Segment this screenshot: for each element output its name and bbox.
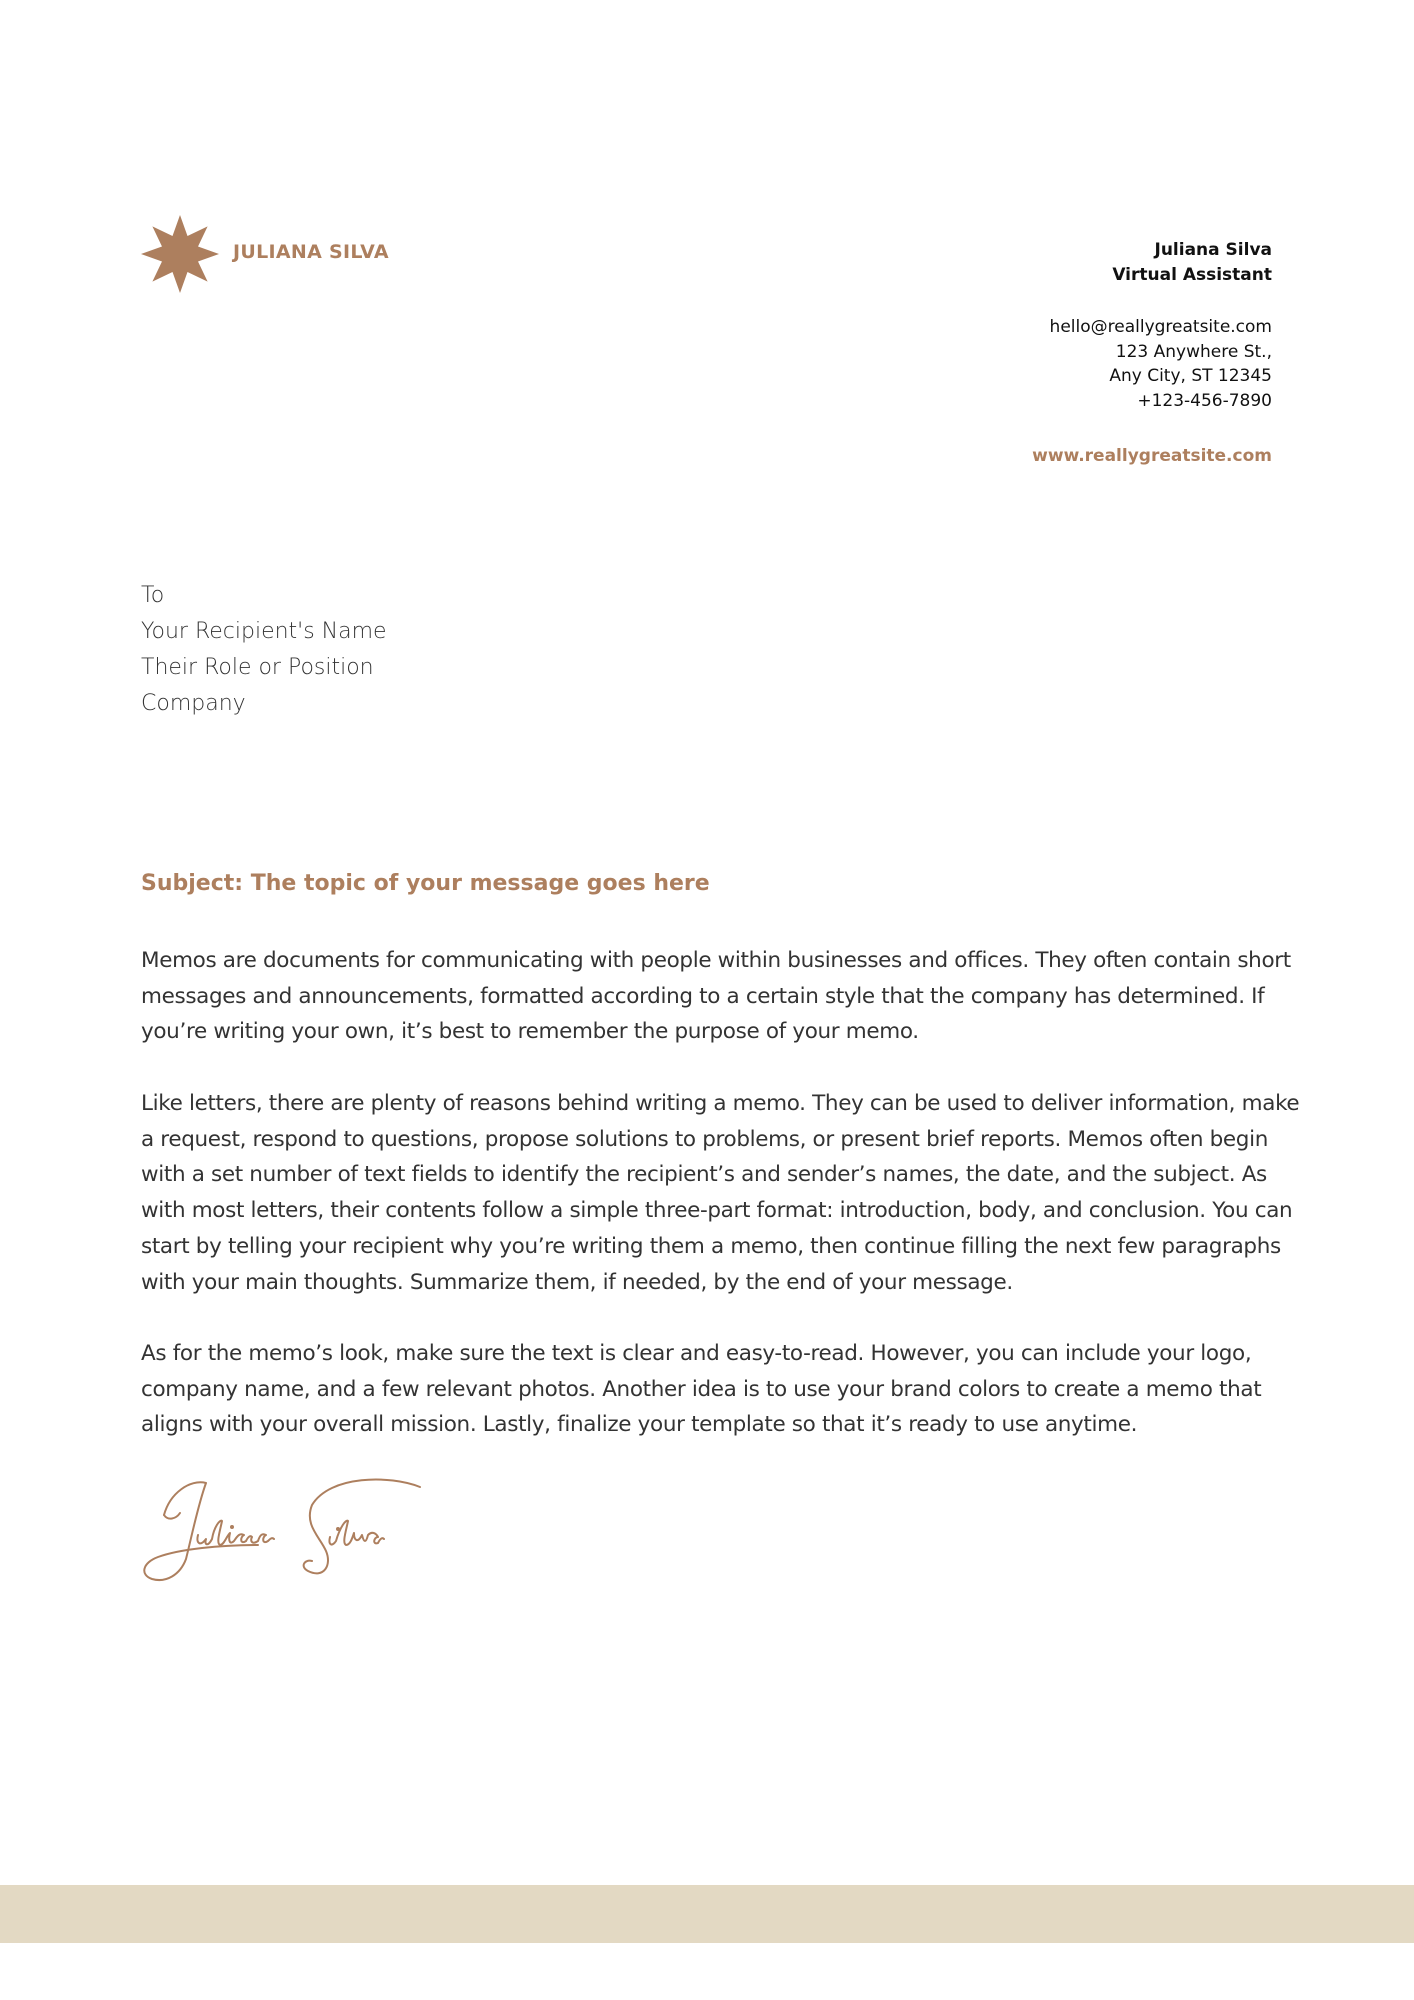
- recipient-role: Their Role or Position: [141, 655, 374, 680]
- phone-number: +123-456-7890: [1137, 390, 1272, 411]
- website-link[interactable]: www.reallygreatsite.com: [1032, 446, 1272, 466]
- address-line-1: 123 Anywhere St.,: [1115, 341, 1272, 362]
- text-line: Memos are documents for communicating with people within businesses and offices. They often contain short: [141, 948, 1291, 973]
- sender-contact-block: [1032, 238, 1272, 466]
- text-line: As for the memo’s look, make sure the text is clear and easy-to-read. However, you can include your logo,: [141, 1341, 1252, 1366]
- text-line: you’re writing your own, it’s best to remember the purpose of your memo.: [141, 1019, 919, 1045]
- text-line: company name, and a few relevant photos. Another idea is to use your brand colors to create a memo that: [141, 1376, 1262, 1402]
- text-line: a request, respond to questions, propose solutions to problems, or present brief reports. Memos often begin: [141, 1126, 1269, 1152]
- address-line-2: Any City, ST 12345: [1109, 366, 1272, 386]
- eight-point-star-icon: [141, 215, 219, 293]
- body-paragraph-3: [141, 1336, 1281, 1443]
- body-paragraph-2: [141, 1086, 1300, 1300]
- to-label: To: [141, 583, 165, 608]
- text-line: Like letters, there are plenty of reasons behind writing a memo. They can be used to deliver information, make: [141, 1091, 1300, 1116]
- body-paragraph-1: [141, 943, 1291, 1050]
- text-line: with most letters, their contents follow a simple three-part format: introduction, body, and conclusion. You can: [141, 1198, 1293, 1224]
- text-line: messages and announcements, formatted according to a certain style that the company has determined. If: [141, 983, 1265, 1009]
- sender-role: Virtual Assistant: [1112, 265, 1272, 285]
- recipient-name: Your Recipient's Name: [141, 619, 387, 644]
- email-link[interactable]: hello@reallygreatsite.com: [1049, 317, 1272, 337]
- footer-band: [0, 1885, 1414, 1943]
- recipient-company: Company: [141, 691, 246, 716]
- sender-name: Juliana Silva: [1154, 240, 1272, 260]
- logo-name: JULIANA SILVA: [233, 241, 389, 263]
- text-line: aligns with your overall mission. Lastly, finalize your template so that it’s ready to use anytime.: [141, 1412, 1138, 1438]
- text-line: start by telling your recipient why you’re writing them a memo, then continue filling the next few paragraphs: [141, 1233, 1281, 1259]
- signature-icon: [140, 1475, 425, 1585]
- text-line: with a set number of text fields to identify the recipient’s and sender’s names, the date, and the subject. As: [141, 1162, 1267, 1188]
- memo-subject: Subject: The topic of your message goes here: [141, 871, 710, 896]
- contact-details: [1032, 315, 1272, 413]
- text-line: with your main thoughts. Summarize them, if needed, by the end of your message.: [141, 1269, 1013, 1295]
- recipient-block: [141, 578, 387, 722]
